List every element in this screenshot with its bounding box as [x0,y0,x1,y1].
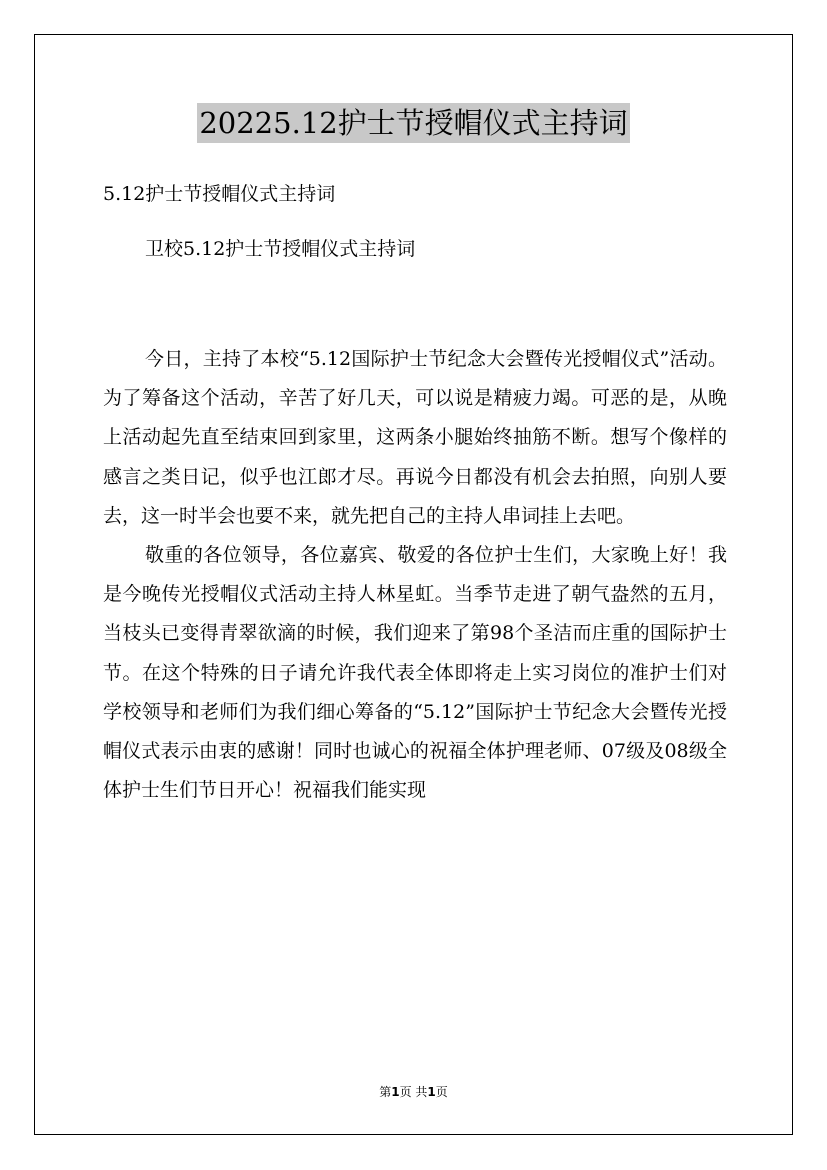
document-subtitle: 5.12护士节授帽仪式主持词 [103,183,336,205]
document-title: 20225.12护士节授帽仪式主持词 [197,103,629,143]
footer-page-total: 1 [427,1085,436,1099]
footer-page-mid: 页 共 [399,1085,428,1099]
footer-page-suffix: 页 [435,1085,448,1099]
document-body [103,340,727,810]
paragraph-greeting: 敬重的各位领导，各位嘉宾、敬爱的各位护士生们，大家晚上好！我是今晚传光授帽仪式活动主持人林星虹。当季节走进了朝气盎然的五月，当枝头已变得青翠欲滴的时候，我们迎来了第98个圣洁而庄重的国际护士节。在这个特殊的日子请允许我代表全体即将走上实习岗位的准护士们对学校领导和老师们为我们细心筹备的“5.12”国际护士节纪念大会暨传光授帽仪式表示由衷的感谢！同时也诚心的祝福全体护理老师、07级及08级全体护士生们节日开心！祝福我们能实现 [103,544,727,802]
paragraph-intro: 今日，主持了本校“5.12国际护士节纪念大会暨传光授帽仪式”活动。为了筹备这个活动，辛苦了好几天，可以说是精疲力竭。可恶的是，从晚上活动起先直至结束回到家里，这两条小腿始终抽筋不断。想写个像样的感言之类日记，似乎也江郎才尽。再说今日都没有机会去拍照，向别人要去，这一时半会也要不来，就先把自己的主持人串词挂上去吧。 [103,348,727,527]
footer-page-current: 1 [391,1085,400,1099]
page-footer [0,1084,827,1100]
school-subtitle: 卫校5.12护士节授帽仪式主持词 [145,238,416,260]
title-container [0,103,827,143]
footer-page-prefix: 第 [379,1085,392,1099]
